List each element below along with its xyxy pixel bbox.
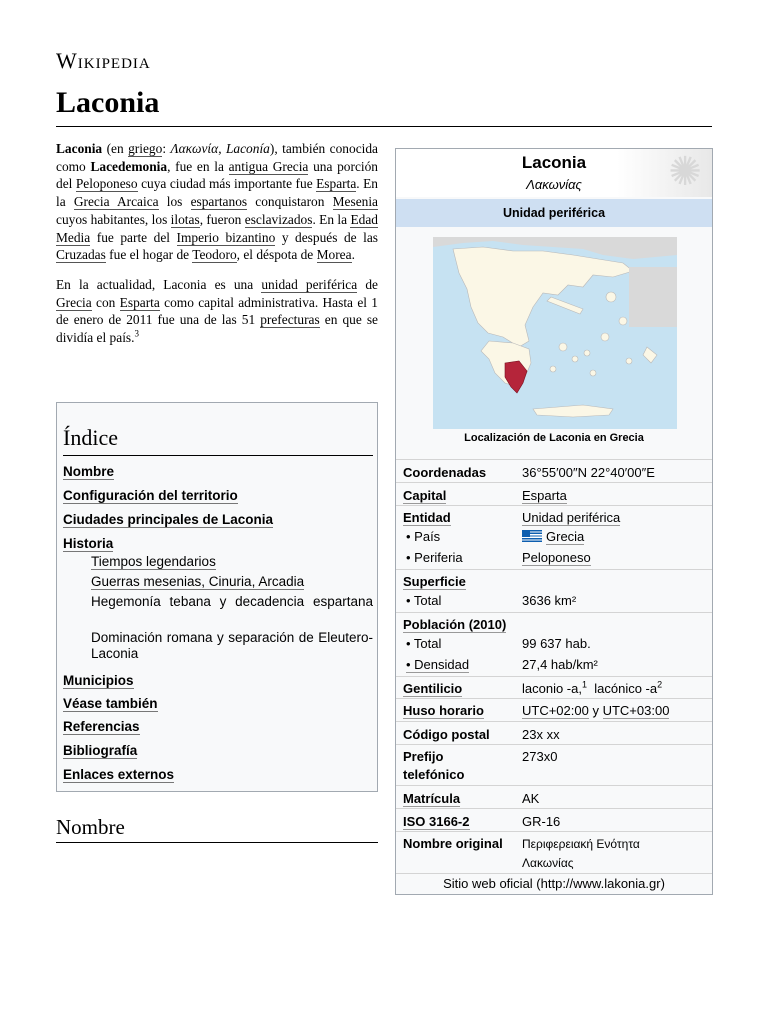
country-value <box>522 529 584 544</box>
text: , fueron <box>199 211 245 227</box>
row-label-link[interactable]: Entidad <box>403 510 451 525</box>
text: como capital administrativa. Hasta el 1 de enero de 2011 fue una de las 51 <box>56 294 378 328</box>
text: . <box>351 247 355 263</box>
toc-item-referencias[interactable]: Referencias <box>63 719 140 734</box>
text: , el déspota de <box>236 247 317 263</box>
map-caption: Localización de Laconia en Grecia <box>464 432 644 444</box>
lead-section <box>56 140 378 359</box>
text: en que se dividía el país. <box>56 312 379 346</box>
link-grecia[interactable]: Grecia <box>56 294 92 310</box>
entidad-link[interactable]: Unidad periférica <box>522 510 621 525</box>
link-ilotas[interactable]: ilotas <box>170 211 200 227</box>
coordinates-link[interactable]: 36°55′00″N 22°40′00″E <box>522 465 655 480</box>
link-esclavizados[interactable]: esclavizados <box>244 211 313 227</box>
link-esparta[interactable]: Esparta <box>316 176 357 192</box>
row-label-link[interactable]: Superficie <box>403 574 466 589</box>
infobox-row-capital <box>396 482 712 506</box>
row-label: • Periferia <box>406 550 463 565</box>
link-edad-media[interactable]: Edad Media <box>56 211 378 245</box>
lead-paragraph-1 <box>56 140 378 264</box>
text: fue parte del <box>90 229 177 245</box>
map-turkey <box>629 267 677 327</box>
row-label-link[interactable]: ISO 3166-2 <box>403 814 470 829</box>
timezone-link-2[interactable]: UTC+03:00 <box>602 703 670 718</box>
infobox-subtitle: Λακωνίας <box>526 177 582 192</box>
area-value: 3636 km² <box>522 593 577 608</box>
row-label: • País <box>406 529 441 544</box>
toc-subitem-hegemonia[interactable]: Hegemonía tebana y decadencia espartana <box>91 594 373 609</box>
toc-item-enlaces[interactable]: Enlaces externos <box>63 767 175 782</box>
text: . En la <box>312 211 351 227</box>
row-label: • Total <box>406 593 442 608</box>
row-label: • Total <box>406 636 442 651</box>
link-mesenia[interactable]: Mesenia <box>332 194 379 210</box>
text: ), también conocida como <box>56 141 379 174</box>
country-link[interactable]: Grecia <box>546 529 585 544</box>
text: de <box>357 276 378 292</box>
reference-3[interactable]: 3 <box>134 328 139 339</box>
density-value: 27,4 hab/km² <box>522 657 598 672</box>
toc-item-historia[interactable]: Historia <box>63 536 114 551</box>
row-label: Coordenadas <box>403 465 487 480</box>
page-title: Laconia <box>56 86 160 119</box>
infobox-row-entidad <box>396 505 712 527</box>
link-morea[interactable]: Morea <box>316 247 352 263</box>
toc-subitem-label: Guerras mesenias, Cinuria, Arcadia <box>91 574 305 589</box>
infobox-row-superficie-total <box>396 590 712 612</box>
text: cuya ciudad más importante fue <box>137 176 317 192</box>
toc-subitem-guerras[interactable] <box>91 574 373 590</box>
row-label: telefónico <box>403 767 465 782</box>
toc-item-bibliografia[interactable]: Bibliografía <box>63 743 138 758</box>
original-name-line-2: Λακωνίας <box>522 856 574 870</box>
row-label-link[interactable]: • Densidad <box>406 657 470 672</box>
infobox <box>395 148 713 895</box>
link-teodoro[interactable]: Teodoro <box>192 247 237 263</box>
link-espartanos[interactable]: espartanos <box>190 194 248 210</box>
toc-subitem-dominacion[interactable]: Dominación romana y separación de Eleutero-Laconia <box>91 630 373 661</box>
greece-flag-icon <box>522 530 542 542</box>
text: : <box>162 141 171 156</box>
infobox-row-superficie <box>396 569 712 591</box>
reference-1[interactable]: 1 <box>581 679 587 690</box>
infobox-row-iso <box>396 808 712 832</box>
section-divider <box>56 842 378 843</box>
periferia-link[interactable]: Peloponeso <box>522 550 591 565</box>
infobox-row-prefijo <box>396 744 712 786</box>
text: cuyos habitantes, los <box>56 211 171 227</box>
iso-value: GR-16 <box>522 814 561 829</box>
link-grecia-arcaica[interactable]: Grecia Arcaica <box>73 194 159 210</box>
text: una porción del <box>56 158 379 192</box>
text: (en <box>102 141 129 156</box>
infobox-row-nombre-original <box>396 831 712 874</box>
row-label: Nombre original <box>403 836 503 851</box>
text: conquistaron <box>247 194 333 210</box>
link-imperio-bizantino[interactable]: Imperio bizantino <box>176 229 276 245</box>
demonym-value <box>522 681 662 696</box>
link-prefecturas[interactable]: prefecturas <box>260 312 320 328</box>
infobox-type: Unidad periférica <box>396 199 712 227</box>
infobox-row-poblacion <box>396 612 712 634</box>
title-divider <box>56 126 712 127</box>
toc-item-configuracion[interactable]: Configuración del territorio <box>63 488 238 503</box>
section-heading-nombre: Nombre <box>56 815 125 839</box>
text: , fue en la <box>167 158 229 174</box>
toc-item-ciudades[interactable]: Ciudades principales de Laconia <box>63 512 274 527</box>
official-website-link[interactable]: Sitio web oficial (http://www.lakonia.gr) <box>396 873 712 891</box>
compass-rose-icon: ✺ <box>668 150 702 194</box>
phone-prefix-value: 273x0 <box>522 749 558 764</box>
text: fue el hogar de <box>105 247 193 263</box>
link-esparta-2[interactable]: Esparta <box>119 294 160 310</box>
link-peloponeso[interactable]: Peloponeso <box>75 176 138 192</box>
infobox-row-matricula <box>396 785 712 809</box>
link-unidad-periferica[interactable]: unidad periférica <box>261 276 358 292</box>
text: y <box>588 703 603 718</box>
toc-title: Índice <box>63 425 118 450</box>
text: los <box>158 194 191 210</box>
infobox-row-pais <box>396 526 712 547</box>
plate-value: AK <box>522 791 540 806</box>
row-label-link[interactable]: Población (2010) <box>403 617 507 632</box>
row-label-link[interactable]: Huso horario <box>403 703 484 718</box>
toc-item-municipios[interactable]: Municipios <box>63 673 134 688</box>
postal-value: 23x xx <box>522 727 560 742</box>
capital-link[interactable]: Esparta <box>522 488 567 503</box>
population-value: 99 637 hab. <box>522 636 591 651</box>
toc-subitem-tiempos[interactable] <box>91 554 373 570</box>
lead-term: Laconia <box>56 141 103 156</box>
link-antigua-grecia[interactable]: antigua Grecia <box>228 158 309 174</box>
link-griego[interactable]: griego <box>128 141 163 156</box>
greek-name: Λακωνία <box>170 141 219 156</box>
infobox-row-periferia <box>396 547 712 569</box>
row-label-link[interactable]: Gentilicio <box>403 681 463 696</box>
infobox-title: Laconia <box>521 153 587 172</box>
row-label: Código postal <box>403 727 490 742</box>
text: con <box>91 294 120 310</box>
infobox-row-gentilicio <box>396 676 712 699</box>
toc-item-vease[interactable]: Véase también <box>63 696 158 711</box>
infobox-row-huso <box>396 698 712 722</box>
toc-subitem-label: Tiempos legendarios <box>91 554 216 569</box>
link-cruzadas[interactable]: Cruzadas <box>56 247 106 263</box>
alt-name: Lacedemonia <box>90 158 168 174</box>
infobox-row-densidad <box>396 654 712 676</box>
toc-item-nombre[interactable]: Nombre <box>63 464 115 479</box>
demonym-a: laconio -a, <box>522 681 582 696</box>
timezone-link-1[interactable]: UTC+02:00 <box>522 703 589 718</box>
text: y después de las <box>275 229 378 245</box>
timezone-value <box>522 703 669 718</box>
transliteration: Laconía <box>225 141 270 156</box>
reference-2[interactable]: 2 <box>657 679 663 690</box>
demonym-b: lacónico -a <box>594 681 658 696</box>
row-label: Prefijo <box>403 749 444 764</box>
infobox-row-coordenadas <box>396 459 712 483</box>
infobox-row-poblacion-total <box>396 633 712 654</box>
original-name-line-1: Περιφερειακή Ενότητα <box>522 837 640 851</box>
wikipedia-logo[interactable]: Wikipedia <box>56 48 151 73</box>
lead-paragraph-2 <box>56 276 378 347</box>
toc-divider <box>63 455 373 456</box>
table-of-contents <box>56 402 378 792</box>
text: . En la <box>56 176 378 210</box>
text: En la actualidad, Laconia es una <box>56 276 262 292</box>
text: , <box>218 141 226 156</box>
locator-map[interactable] <box>433 237 677 429</box>
row-label-link[interactable]: Capital <box>403 488 447 503</box>
row-label-link[interactable]: Matrícula <box>403 791 461 806</box>
infobox-row-postal <box>396 721 712 745</box>
